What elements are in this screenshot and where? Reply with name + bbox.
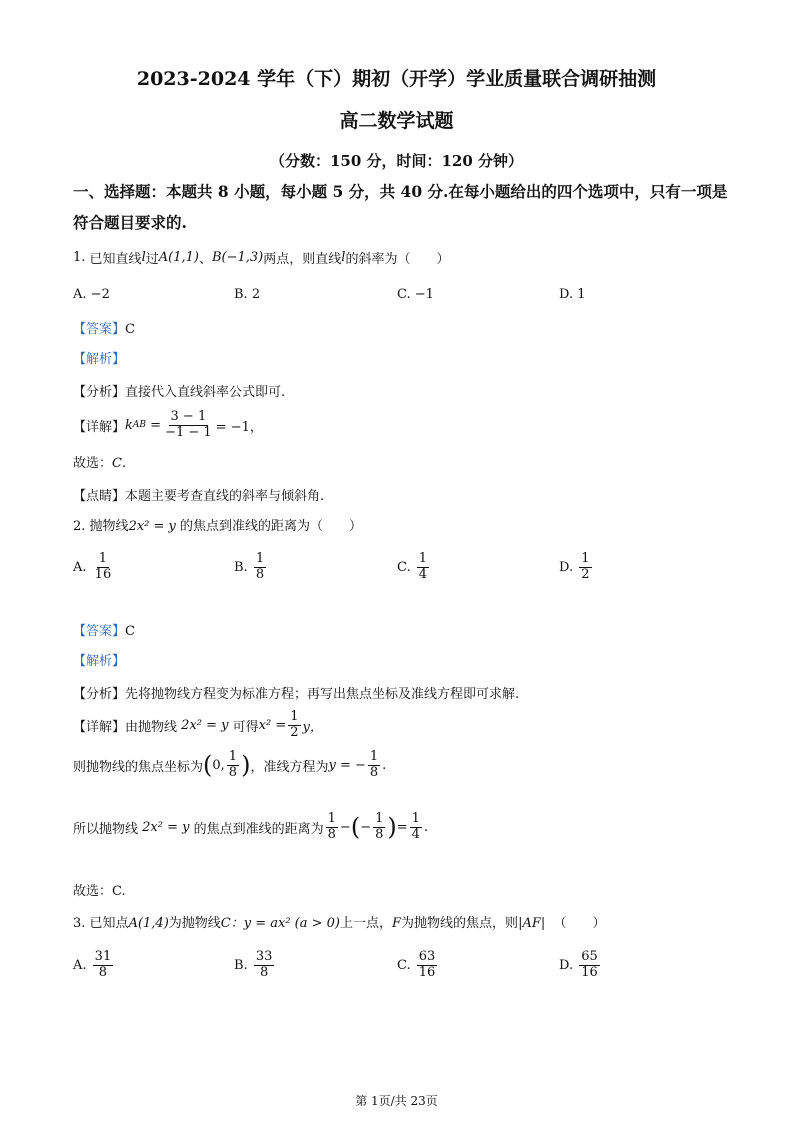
answer-tag: 【答案】 bbox=[73, 322, 126, 337]
exam-title: 2023-2024 学年（下）期初（开学）学业质量联合调研抽测 bbox=[136, 68, 657, 90]
fenxi-line: 【分析】直接代入直线斜率公式即可. bbox=[73, 385, 286, 400]
point-a: A(1,1) bbox=[158, 250, 199, 265]
question-number: 1. bbox=[73, 250, 86, 265]
option-d: D. 1 bbox=[559, 287, 586, 302]
choose-line: 故选：C. bbox=[73, 884, 126, 899]
option-b: B. $\frac{33}{8}$ bbox=[234, 949, 273, 980]
section-heading-line2: 符合题目要求的. bbox=[73, 213, 187, 232]
analysis-tag: 【解析】 bbox=[73, 654, 126, 669]
question-text: 过 bbox=[145, 252, 159, 267]
answer-value: C bbox=[125, 322, 135, 337]
fenxi-line: 【分析】先将抛物线方程变为标准方程；再写出焦点坐标及准线方程即可求解. bbox=[73, 687, 520, 702]
exam-subtitle: 高二数学试题 bbox=[339, 110, 454, 132]
question-text: 的斜率为（ ） bbox=[345, 252, 450, 267]
slope-fraction: $\frac{3 - 1}{-1 - 1}$ bbox=[165, 409, 212, 440]
option-d: D. $\frac{65}{16}$ bbox=[559, 949, 598, 980]
page-footer: 第 1页/共 23页 bbox=[355, 1094, 438, 1108]
focus-line: 则抛物线的焦点坐标为 ( 0, $\frac{1}{8}$ ) ，准线方程为 y = − $\frac{1}{8}$ . bbox=[73, 749, 387, 780]
analysis-tag: 【解析】 bbox=[73, 352, 126, 367]
detail-line: 【详解】 k AB = $\frac{3 - 1}{-1 - 1}$ = −1， bbox=[73, 409, 263, 440]
question-1 bbox=[73, 248, 449, 267]
separator: 、 bbox=[198, 252, 212, 267]
option-a: A. $\frac{31}{8}$ bbox=[73, 949, 112, 980]
option-c: C. $\frac{63}{16}$ bbox=[397, 949, 436, 980]
section-heading-line1: 一、选择题：本题共 8 小题，每小题 5 分，共 40 分.在每小题给出的四个选项中，只有一项是 bbox=[73, 182, 728, 201]
question-3: 3. 已知点A(1,4)为抛物线C：y = ax² (a > 0)上一点，F为抛物线的焦点，则|AF| （ ） bbox=[73, 916, 606, 931]
option-b: B. 2 bbox=[234, 287, 261, 302]
option-d: D. $\frac{1}{2}$ bbox=[559, 551, 590, 582]
option-c: C. $\frac{1}{4}$ bbox=[397, 551, 428, 582]
answer-line bbox=[73, 318, 135, 337]
answer-line: 【答案】C bbox=[73, 624, 135, 639]
option-c: C. −1 bbox=[397, 287, 434, 302]
option-a: A. −2 bbox=[73, 287, 110, 302]
question-text: 已知直线 bbox=[89, 252, 142, 267]
comment-line: 【点睛】本题主要考查直线的斜率与倾斜角. bbox=[73, 489, 325, 504]
option-b: B. $\frac{1}{8}$ bbox=[234, 551, 265, 582]
distance-line: 所以抛物线 2x² = y 的焦点到准线的距离为 $\frac{1}{8}$ − ( − $\frac{1}{8}$ ) = $\frac{1}{4}$ . bbox=[73, 811, 429, 842]
choose-line: 故选：C. bbox=[73, 456, 127, 471]
line-symbol: l bbox=[141, 250, 146, 265]
question-text: 两点，则直线 bbox=[263, 252, 342, 267]
exam-info: （分数：150 分，时间：120 分钟） bbox=[269, 152, 524, 170]
option-a: A. $\frac{1}{16}$ bbox=[73, 551, 112, 582]
point-b: B(−1,3) bbox=[211, 250, 264, 265]
line-symbol: l bbox=[341, 250, 346, 265]
question-2: 2. 抛物线2x² = y 的焦点到准线的距离为（ ） bbox=[73, 519, 363, 534]
detail-line: 【详解】 由抛物线 2x² = y 可得 x² = $\frac{1}{2}$ y， bbox=[73, 709, 323, 740]
